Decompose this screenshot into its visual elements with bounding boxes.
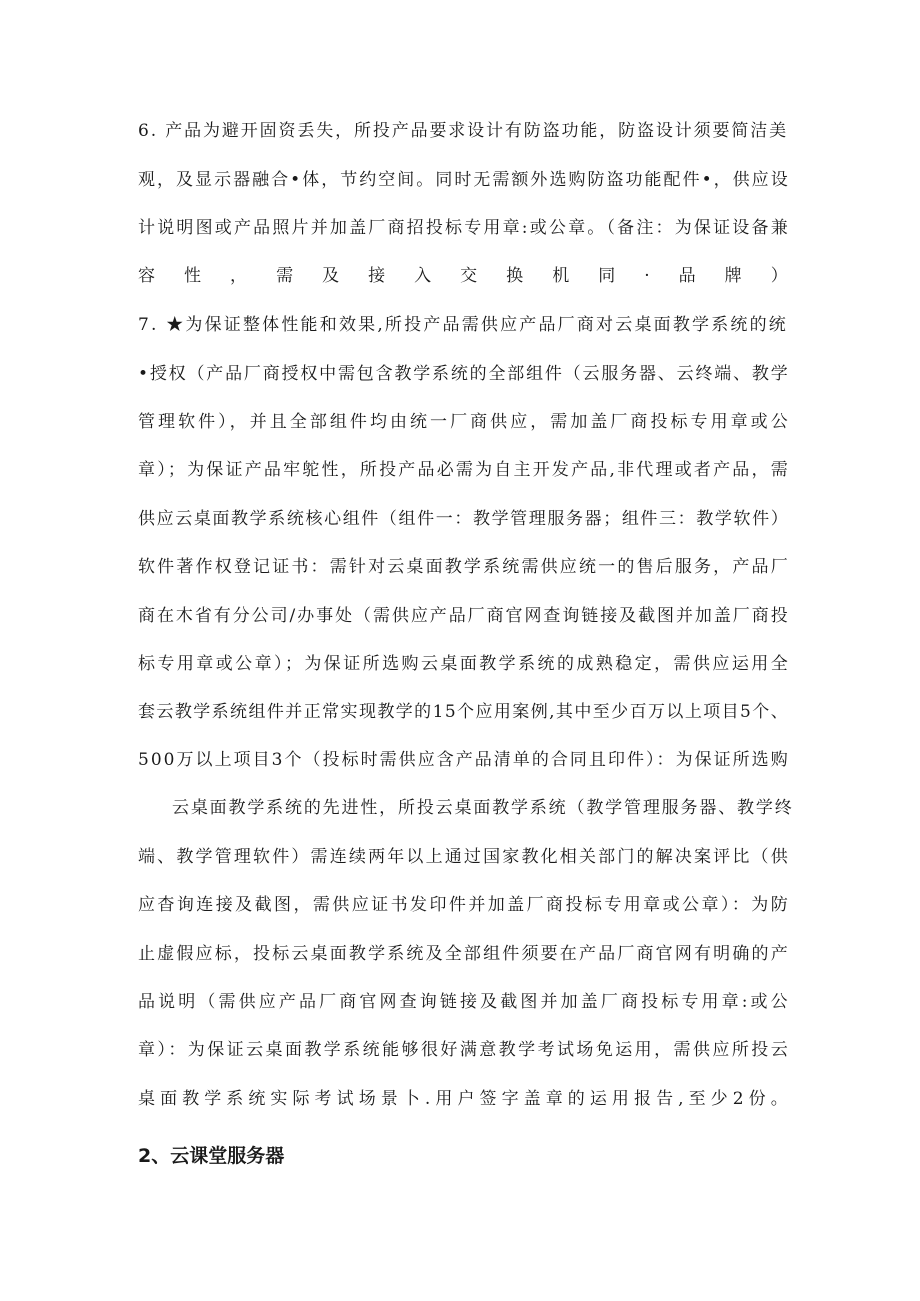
paragraph-line: 章）：为保证云桌面教学系统能够很好满意教学考试场免运用，需供应所投云 xyxy=(138,1040,791,1060)
paragraph-line: 云桌面教学系统的先进性，所投云桌面教学系统（教学管理服务器、教学终 xyxy=(172,798,794,818)
paragraph-line: 章）；为保证产品牢鸵性，所投产品必需为自主开发产品,非代理或者产品，需 xyxy=(138,460,790,480)
paragraph-line: 标专用章或公章）；为保证所选购云桌面教学系统的成熟稳定，需供应运用全 xyxy=(138,654,791,674)
paragraph-line: 桌面教学系统实际考试场景卜.用户签字盖章的运用报告,至少2份。 xyxy=(138,1089,793,1109)
paragraph-line: •授权（产品厂商授权中需包含教学系统的全部组件（云服务器、云终端、教学 xyxy=(138,364,790,384)
paragraph-line: 计说明图或产品照片并加盖厂商招投标专用章:或公章。（备注：为保证设备兼 xyxy=(138,218,790,238)
paragraph-line: 套云教学系统组件并正常实现教学的15个应用案例,其中至少百万以上项目5个、 xyxy=(138,702,790,722)
paragraph-line: 管理软件），并且全部组件均由统一厂商供应，需加盖厂商投标专用章或公 xyxy=(138,412,791,432)
paragraph-line: 6. 产品为避开固资丢失，所投产品要求设计有防盗功能，防盗设计须要简洁美 xyxy=(138,121,789,141)
section-heading: 2、云课堂服务器 xyxy=(138,1145,285,1167)
paragraph-line: 商在木省有分公司/办事处（需供应产品厂商官网查询链接及截图并加盖厂商投 xyxy=(138,606,790,626)
paragraph-line: 品说明（需供应产品厂商官网查询链接及截图并加盖厂商投标专用章:或公 xyxy=(138,992,791,1012)
paragraph-line: 应杳询连接及截图，需供应证书发印件并加盖厂商投标专用章或公章）：为防 xyxy=(138,895,791,915)
paragraph-line: 供应云桌面教学系统核心组件（组件一：教学管理服务器；组件三：教学软件） xyxy=(138,509,790,529)
paragraph-line: 止虚假应标，投标云桌面教学系统及全部组件须要在产品厂商官网有明确的产 xyxy=(138,944,790,964)
paragraph-line: 端、教学管理软件）需连续两年以上通过国家教化相关部门的解决案评比（供 xyxy=(138,847,790,867)
paragraph-line: 观，及显示器融合•体，节约空间。同时无需额外选购防盗功能配件•，供应设 xyxy=(138,170,790,190)
paragraph-line: 容性，需及接入交换机同·品牌） xyxy=(138,266,817,286)
paragraph-line: 500万以上项目3个（投标时需供应含产品清单的合同且印件）：为保证所选购 xyxy=(138,750,790,770)
paragraph-line: 软件著作权登记证书：需针对云桌面教学系统需供应统一的售后服务，产品厂 xyxy=(138,557,790,577)
paragraph-line: 7. ★为保证整体性能和效果,所投产品需供应产品厂商对云桌面教学系统的统 xyxy=(138,315,788,335)
